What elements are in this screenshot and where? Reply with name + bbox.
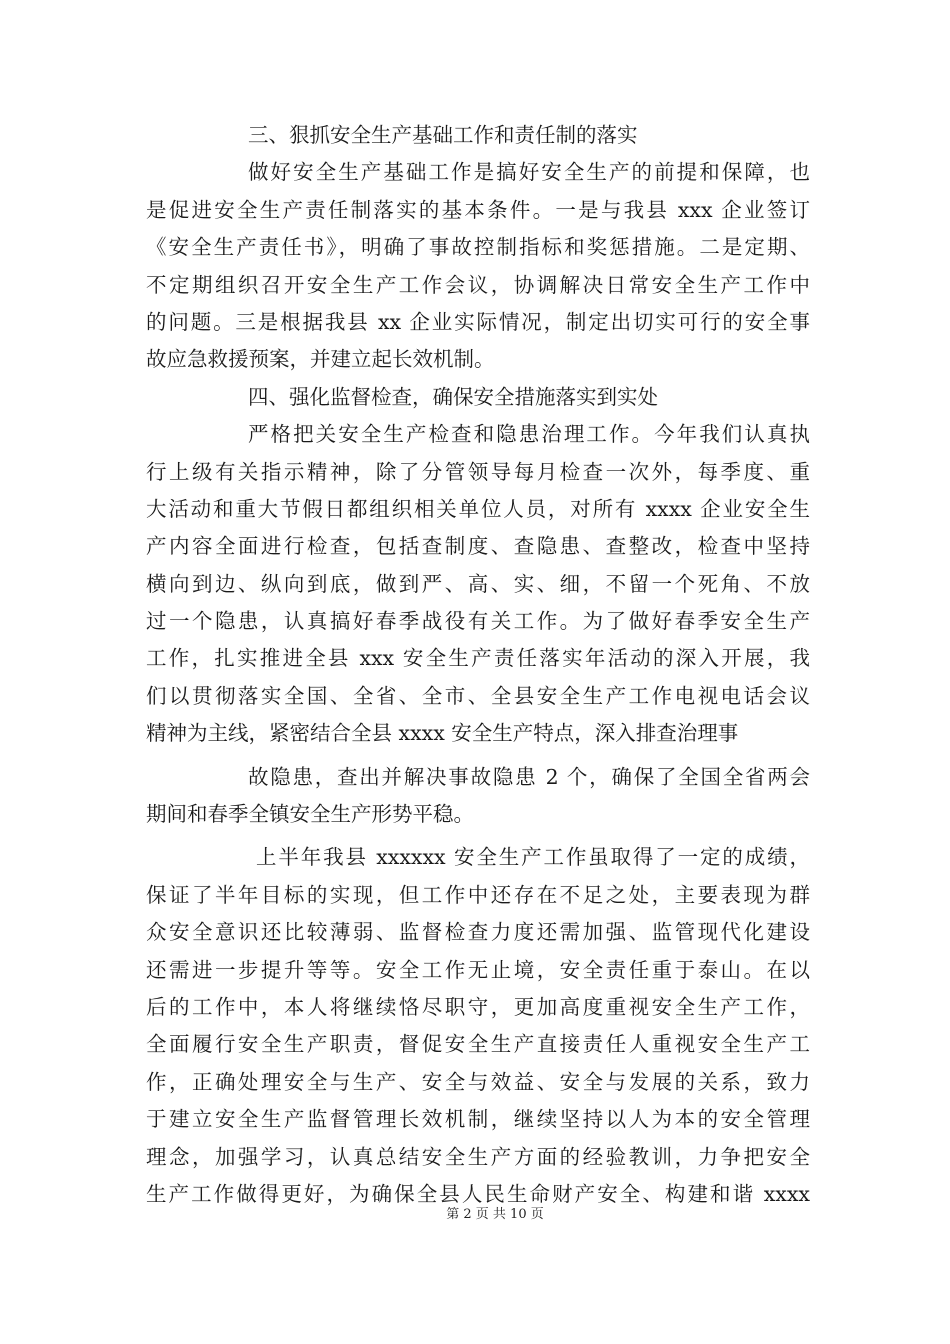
paragraph-line: 行上级有关指示精神，除了分管领导每月检查一次外，每季度、重	[146, 459, 810, 484]
document-body	[146, 117, 810, 1213]
paragraph-line: 工作，扎实推进全县 xxx 安全生产责任落实年活动的深入开展，我	[146, 646, 810, 671]
paragraph-line: 故应急救援预案，并建立起长效机制。	[146, 347, 495, 372]
paragraph-line: 期间和春季全镇安全生产形势平稳。	[146, 802, 474, 827]
paragraph-line: 生产工作做得更好，为确保全县人民生命财产安全、构建和谐 xxxx	[146, 1181, 810, 1206]
paragraph-line: 们以贯彻落实全国、全省、全市、全县安全生产工作电视电话会议	[146, 683, 810, 708]
paragraph-line: 作，正确处理安全与生产、安全与效益、安全与发展的关系，致力	[146, 1069, 810, 1094]
paragraph-line: 大活动和重大节假日都组织相关单位人员，对所有 xxxx 企业安全生	[146, 496, 810, 521]
paragraph-line: 理念，加强学习，认真总结安全生产方面的经验教训，力争把安全	[146, 1144, 810, 1169]
paragraph-line: 于建立安全生产监督管理长效机制，继续坚持以人为本的安全管理	[146, 1107, 810, 1132]
section-heading: 三、狠抓安全生产基础工作和责任制的落实	[248, 123, 638, 147]
paragraph-line: 的问题。三是根据我县 xx 企业实际情况，制定出切实可行的安全事	[146, 309, 810, 334]
paragraph-line: 严格把关安全生产检查和隐患治理工作。今年我们认真执	[248, 422, 810, 447]
paragraph-line: 故隐患，查出并解决事故隐患 2 个，确保了全国全省两会	[248, 764, 810, 789]
paragraph-line: 众安全意识还比较薄弱、监督检查力度还需加强、监管现代化建设	[146, 920, 810, 945]
section-heading: 四、强化监督检查，确保安全措施落实到实处	[248, 384, 658, 409]
paragraph-line: 产内容全面进行检查，包括查制度、查隐患、查整改，检查中坚持	[146, 534, 810, 559]
paragraph-line: 横向到边、纵向到底，做到严、高、实、细，不留一个死角、不放	[146, 571, 810, 596]
paragraph-line: 《安全生产责任书》，明确了事故控制指标和奖惩措施。二是定期、	[146, 235, 810, 260]
paragraph-line: 全面履行安全生产职责，督促安全生产直接责任人重视安全生产工	[146, 1032, 810, 1057]
paragraph-line: 还需进一步提升等等。安全工作无止境，安全责任重于泰山。在以	[146, 957, 810, 982]
paragraph-line: 保证了半年目标的实现，但工作中还存在不足之处，主要表现为群	[146, 882, 810, 907]
paragraph-line: 过一个隐患，认真搞好春季战役有关工作。为了做好春季安全生产	[146, 609, 810, 634]
page-number: 第 2 页 共 10 页	[446, 1207, 544, 1222]
paragraph-line: 上半年我县 xxxxxx 安全生产工作虽取得了一定的成绩，	[256, 845, 810, 870]
paragraph-line: 不定期组织召开安全生产工作会议，协调解决日常安全生产工作中	[146, 272, 810, 297]
paragraph-line: 精神为主线，紧密结合全县 xxxx 安全生产特点，深入排查治理事	[146, 721, 739, 746]
paragraph-line: 做好安全生产基础工作是搞好安全生产的前提和保障，也	[248, 160, 810, 185]
paragraph-line: 后的工作中，本人将继续恪尽职守，更加高度重视安全生产工作，	[146, 994, 810, 1019]
paragraph-line: 是促进安全生产责任制落实的基本条件。一是与我县 xxx 企业签订	[146, 197, 810, 222]
